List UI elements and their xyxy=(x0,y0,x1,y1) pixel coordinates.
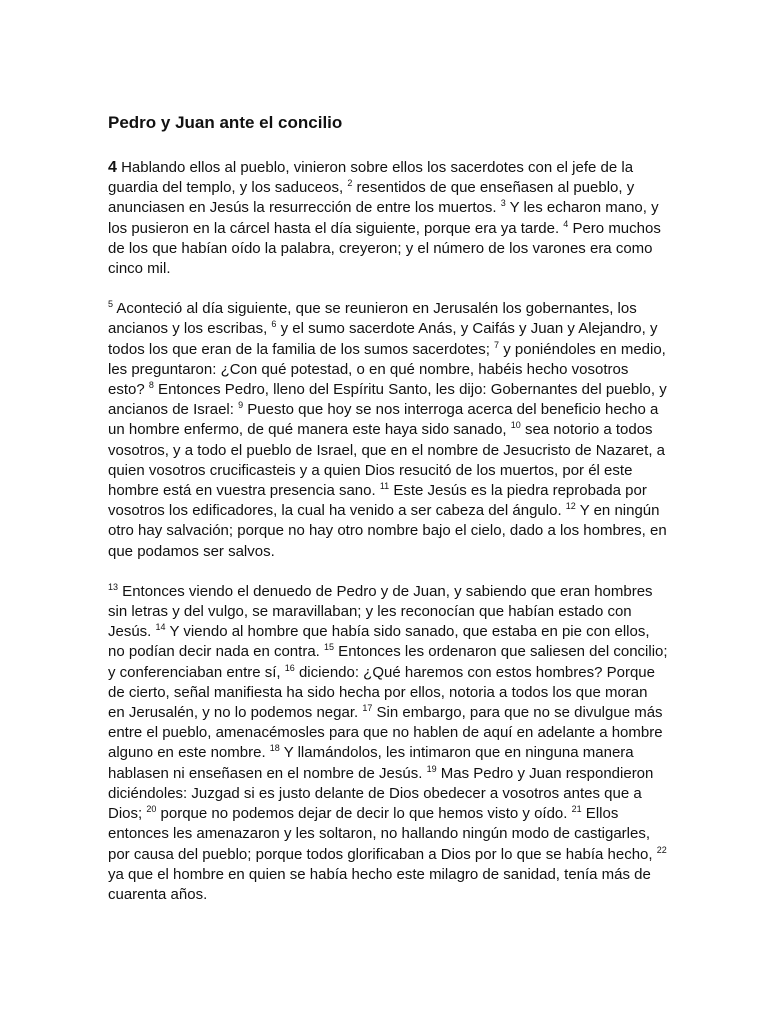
verse-number: 8 xyxy=(148,380,154,391)
verse-number: 18 xyxy=(269,743,280,754)
verse-text: y poniéndoles en medio, les preguntaron: ¿Con qué potestad, o en qué nombre, habéis hecho vosotros esto? xyxy=(108,340,666,399)
verse-text: diciendo: ¿Qué haremos con estos hombres? Porque de cierto, señal manifiesta ha sido hecha por ellos, notoria a todos los que moran en Jerusalén, y no lo podemos negar. xyxy=(108,663,655,722)
verse-number: 15 xyxy=(324,642,335,653)
verse-number: 19 xyxy=(426,763,437,774)
verse-text: Hablando ellos al pueblo, vinieron sobre ellos los sacerdotes con el jefe de la guardia del templo, y los saduceos, xyxy=(108,159,634,197)
chapter-number: 4 xyxy=(108,159,117,176)
verse-text: porque no podemos dejar de decir lo que hemos visto y oído. xyxy=(156,805,572,823)
verse-number: 16 xyxy=(284,662,295,673)
verse-text: Y llamándolos, les intimaron que en ninguna manera hablasen ni enseñasen en el nombre de Jesús. xyxy=(108,744,634,782)
document-body xyxy=(108,158,668,905)
verse-text: Y en ningún otro hay salvación; porque no hay otro nombre bajo el cielo, dado a los hombres, en que podamos ser salvos. xyxy=(108,502,667,560)
verse-number: 17 xyxy=(362,703,373,714)
verse-text: Puesto que hoy se nos interroga acerca del beneficio hecho a un hombre enfermo, de qué manera este haya sido sanado, xyxy=(108,401,659,439)
verse-text: sea notorio a todos vosotros, y a todo el pueblo de Israel, que en el nombre de Jesucristo de Nazaret, a quien vosotros crucificasteis y a quien Dios resucitó de los muertos, por él este hombre está en vuestra presencia sano. xyxy=(108,421,665,500)
verse-number: 21 xyxy=(571,804,582,815)
verse-number: 2 xyxy=(347,178,353,189)
verse-text: Mas Pedro y Juan respondieron diciéndoles: Juzgad si es justo delante de Dios obedecer a vosotros antes que a Dios; xyxy=(108,764,654,823)
verse-number: 7 xyxy=(494,339,500,350)
verse-number: 9 xyxy=(238,400,244,411)
section-heading: Pedro y Juan ante el concilio xyxy=(108,113,343,132)
verse-number: 13 xyxy=(108,581,119,592)
verse-text: Aconteció al día siguiente, que se reunieron en Jerusalén los gobernantes, los ancianos y los escribas, xyxy=(108,300,637,338)
verse-number: 11 xyxy=(379,481,390,492)
document-page xyxy=(108,112,668,925)
verse-number: 20 xyxy=(146,804,157,815)
verse-text: resentidos de que enseñasen al pueblo, y anunciasen en Jesús la resurrección de entre los muertos. xyxy=(108,179,635,217)
verse-text: y el sumo sacerdote Anás, y Caifás y Juan y Alejandro, y todos los que eran de la familia de los sumos sacerdotes; xyxy=(108,320,658,358)
verse-number: 10 xyxy=(510,420,521,431)
verse-number: 22 xyxy=(656,844,667,855)
verse-number: 5 xyxy=(108,299,114,310)
paragraph xyxy=(108,582,668,905)
verse-text: Pero muchos de los que habían oído la palabra, creyeron; y el número de los varones era como cinco mil. xyxy=(108,219,661,278)
verse-number: 4 xyxy=(563,218,569,229)
verse-number: 6 xyxy=(271,319,277,330)
verse-text: Ellos entonces les amenazaron y les soltaron, no hallando ningún modo de castigarles, por causa del pueblo; porque todos glorificaban a Dios por lo que se había hecho, xyxy=(108,805,657,863)
verse-number: 14 xyxy=(155,622,166,633)
verse-text: Entonces viendo el denuedo de Pedro y de Juan, y sabiendo que eran hombres sin letras y del vulgo, se maravillaban; y les reconocían que habían estado con Jesús. xyxy=(108,582,653,641)
verse-text: Este Jesús es la piedra reprobada por vosotros los edificadores, la cual ha venido a ser cabeza del ángulo. xyxy=(108,482,647,520)
paragraph xyxy=(108,158,668,279)
verse-number: 3 xyxy=(500,198,506,209)
verse-number: 12 xyxy=(565,501,576,512)
verse-text: Sin embargo, para que no se divulgue más entre el pueblo, amenacémosles para que no hablen de aquí en adelante a hombre alguno en este nombre. xyxy=(108,704,663,762)
verse-text: Y les echaron mano, y los pusieron en la cárcel hasta el día siguiente, porque era ya tarde. xyxy=(108,199,659,237)
verse-text: Entonces Pedro, lleno del Espíritu Santo, les dijo: Gobernantes del pueblo, y ancianos de Israel: xyxy=(108,381,667,419)
verse-text: ya que el hombre en quien se había hecho este milagro de sanidad, tenía más de cuarenta años. xyxy=(108,865,651,903)
verse-text: Entonces les ordenaron que saliesen del concilio; y conferenciaban entre sí, xyxy=(108,643,668,681)
verse-text: Y viendo al hombre que había sido sanado, que estaba en pie con ellos, no podían decir nada en contra. xyxy=(108,623,650,661)
paragraph xyxy=(108,299,668,562)
